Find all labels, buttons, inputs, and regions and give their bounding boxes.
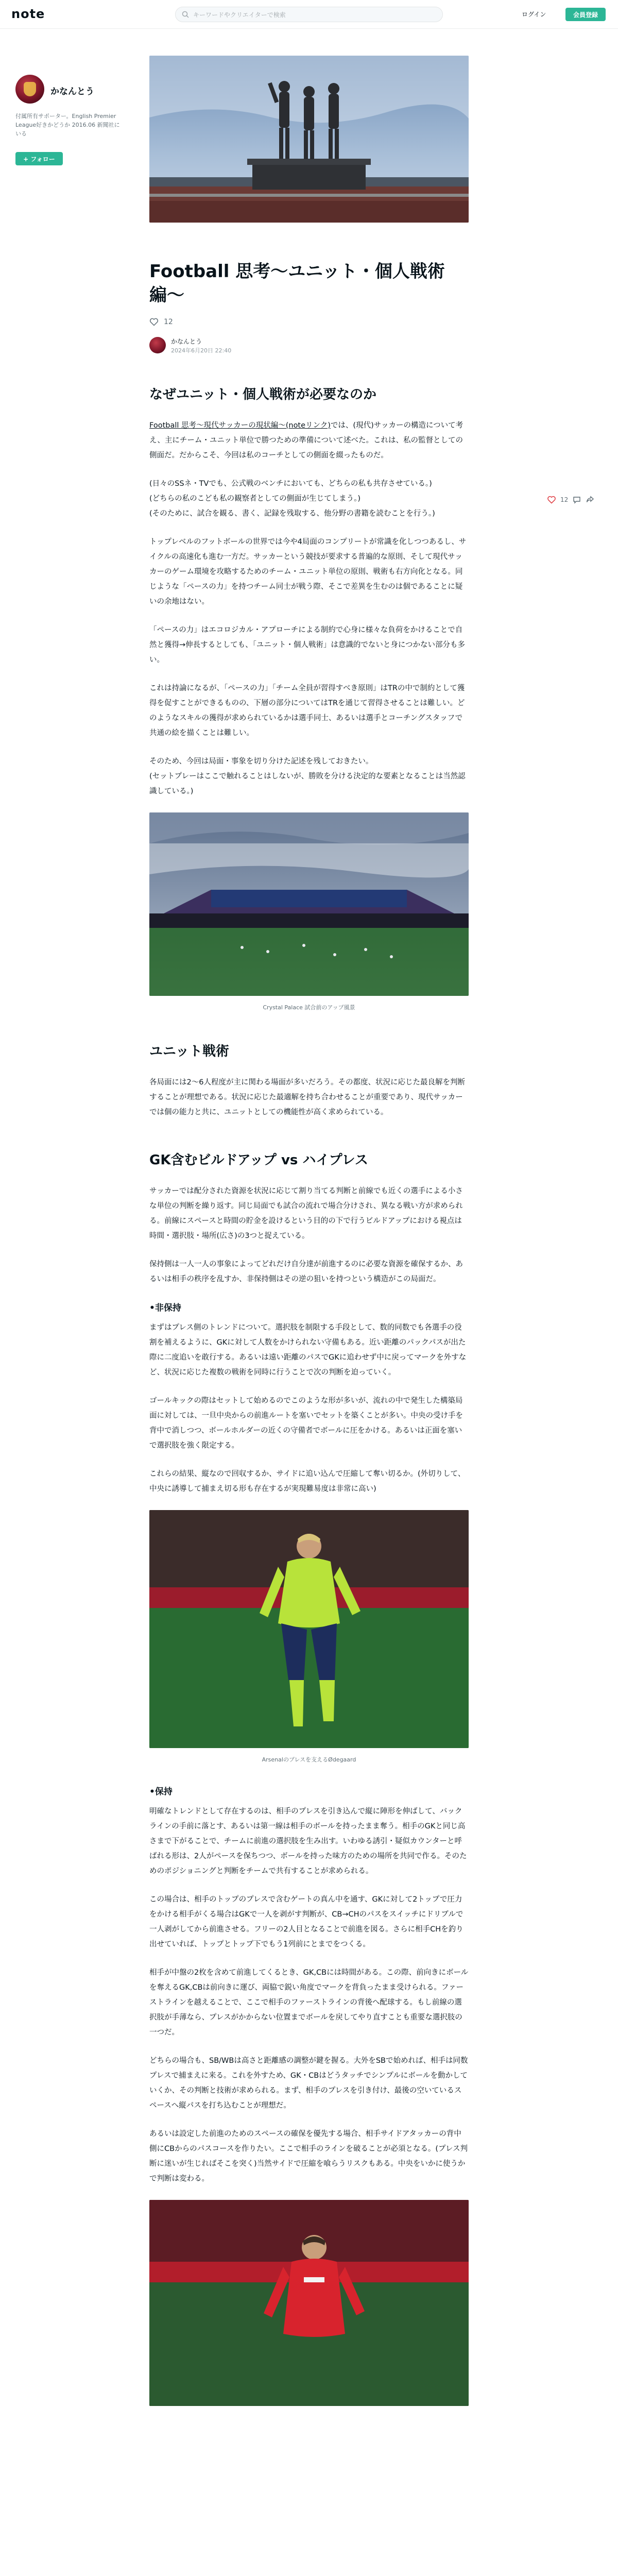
author-name[interactable]: かなんとう [171, 338, 202, 345]
search-input[interactable] [193, 10, 435, 20]
article-main [149, 56, 469, 2406]
heart-icon[interactable] [547, 495, 556, 504]
search-icon [182, 11, 189, 18]
section-heading: GK含むビルドアップ vs ハイプレス [149, 1153, 368, 1168]
player-image [149, 2200, 469, 2406]
paragraph: サッカーでは配分された資源を状況に応じて割り当てる判断と前線でも近くの選手による小さな単位の判断を繰り返す。同じ局面でも試合の流れで場合分けされ、異なる戦い方が求められる。前線にスペースと時間の貯金を設けるという目的の下で行うビルドアップにおける視点は時間・選択肢・場所(広さ)の3つと捉えている。 [149, 1187, 463, 1240]
paragraph: 相手が中盤の2枚を含めて前進してくるとき、GK,CBには時間がある。この際、前向きにボールを奪えるGK,CBは前向きに運び、両脇で鋭い角度でマークを背負ったまま受けられる。ファーストラインを越えることで、ここで相手のファーストラインの背後へ配球する。もし前線の選択肢が手薄なら、プレスがかからない位置までボールを戻してやり直すことも重要な選択肢の一つだ。 [149, 1969, 469, 2037]
paragraph: これは持論になるが、「ペースの力」「チーム全員が習得すべき原則」はTRの中で制約として獲得を促すことができるものの、下層の部分についてはTRを通じて習得させることは難しい。どのようなスキルの獲得が求められているかは選手同士、あるいは選手とコーチングスタッフで共通の絵を描くことは難しい。 [149, 684, 465, 737]
follow-button[interactable]: + フォロー [15, 152, 63, 165]
arsenal-player-photo [149, 1510, 469, 1748]
article-title: Football 思考〜ユニット・個人戦術編〜 [149, 261, 445, 306]
note-article-link[interactable]: Football 思考〜現代サッカーの現状編〜(noteリンク) [149, 421, 331, 430]
like-count: 12 [560, 496, 569, 503]
statue-photo [149, 56, 469, 223]
paragraph: ゴールキックの際はセットして始めるのでこのような形が多いが、流れの中で発生した構築局面に対しては、一旦中央からの前進ルートを塞いでセットを築くことが多い。中央の受け手を背中で消しつつ、ボールホルダーの近くの守備者でボールに圧をかける。あるいは正面を塞いで選択肢を強く限定する。 [149, 1397, 463, 1450]
paragraph: これらの結果、縦なので回収するか、サイドに追い込んで圧縮して奪い切るか。(外切りして、中央に誘導して捕まえ切る形も存在するが実現難易度は非常に高い) [149, 1470, 466, 1493]
paragraph: トップレベルのフットボールの世界では今や4局面のコンプリートが常識を化しつつあるし、サイクルの高速化も進む一方だ。サッカーという競技が要求する普遍的な原則、そして現代サッカーのゲーム環境を攻略するためのチーム・ユニット単位の原則、戦術も右方向化となる。同じような「ペースの力」を持つチーム同士が戦う際、そこで差異を生むのは個であることに疑いの余地はない。 [149, 538, 467, 606]
creator-name[interactable]: かなんとう [50, 87, 94, 97]
heart-icon[interactable] [149, 318, 159, 326]
paragraph: そのため、今回は局面・事象を切り分けた記述を残しておきたい。 (セットプレーはここで触れることはしないが、勝敗を分ける決定的な要素となることは当然認識している。) [149, 757, 466, 795]
avatar[interactable] [15, 75, 44, 104]
paragraph [149, 418, 469, 463]
paragraph: 「ペースの力」はエコロジカル・アプローチによる制約で心身に様々な負荷をかけることで自然と獲得→伸長するとしても、「ユニット・個人戦術」は意識的でないと身につかない部分も多い。 [149, 626, 466, 664]
stadium-photo [149, 812, 469, 996]
paragraph: (日々のSSネ・TVでも、公式戦のベンチにおいても、どちらの私も共存させている。) (どちらの私のこども私の観察者としての側面が生じてしまう。) (そのために、試合を観る、書く、記録を残取する、他分野の書籍を読むことを行う。) [149, 480, 435, 518]
subsection-heading: •非保持 [149, 1303, 181, 1313]
like-count: 12 [164, 318, 173, 326]
paragraph: 各局面には2〜6人程度が主に関わる場面が多いだろう。その都度、状況に応じた最良解を判断することが理想である。状況に応じた最適解を持ち合わせることが重要であり、現代サッカーでは個の能力と共に、ユニットとしての機能性が高く求められている。 [149, 1078, 465, 1116]
section-heading: なぜユニット・個人戦術が必要なのか [149, 387, 376, 402]
search-bar[interactable] [175, 7, 443, 22]
manutd-player-photo [149, 2200, 469, 2406]
paragraph-text: では、(現代)サッカーの構造について考え、主にチーム・ユニット単位で勝つための準備について述べた。これは、私の監督としての側面だ。だからこそ、今回は私のコーチとしての側面を綴ったものだ。 [149, 421, 464, 460]
section-heading: ユニット戦術 [149, 1044, 229, 1059]
creator-bio: 付属所有サポーター。English Premier League好きかどうか 2016.06 新聞社にいる [15, 113, 120, 137]
player-image [149, 1510, 469, 1748]
side-action-bar [547, 494, 609, 506]
signup-button[interactable]: 会員登録 [565, 8, 606, 21]
paragraph: 保持側は一人一人の事象によってどれだけ自分達が前進するのに必要な資源を確保するか、あるいは相手の秩序を乱すか、非保持側はその逆の狙いを持つという構造がこの局面だ。 [149, 1260, 463, 1283]
note-logo[interactable]: note [11, 7, 45, 21]
share-icon[interactable] [586, 495, 595, 504]
paragraph: どちらの場合も、SB/WBは高さと距離感の調整が鍵を握る。大外をSBで始めれば、相手は同数プレスで捕まえに来る。これを外すため、GK・CBはどうタッチでシンプルにボールを動かしていくか、その判断と技術が求められる。まず、相手のプレスを引き付け、最後の空いているスペースへ縦パスを打ち込むことが理想だ。 [149, 2057, 468, 2110]
login-link[interactable]: ログイン [522, 11, 546, 18]
subsection-heading: •保持 [149, 1787, 173, 1797]
stadium-image [149, 812, 469, 996]
hero-image [149, 56, 469, 223]
like-row [149, 316, 469, 328]
paragraph: まずはプレス側のトレンドについて。選択肢を制限する手段として、数的同数でも各選手の役割を補えるように、GKに対して人数をかけられない守備もある。近い距離のパックパスが出た際に二度追いを敢行する。あるいは遠い距離のパスでGKに追わせず中に戻ってマークを外すなど、状況に応じた複数の戦術を同時に行うことで次の判断を迫っていく。 [149, 1324, 467, 1377]
site-header [0, 0, 618, 29]
paragraph: あるいは設定した前進のためのスペースの確保を優先する場合、相手サイドアタッカーの背中側にCBからのパスコースを作りたい。ここで相手のラインを破ることが必須となる。(プレス判断に迷いが生じればそこを突く)当然サイドで圧縮を喰らうリスクもある。中央をいかに使うかで判断は変わる。 [149, 2130, 468, 2183]
image-caption: Arsenalのプレスを支えるØdegaard [262, 1756, 356, 1763]
paragraph: この場合は、相手のトップのプレスで含むゲートの真ん中を通す、GKに対して2トップで圧力をかける相手がくる場合はGKで一人を剥がす判断が、CB→CHのパスをスイッチにドリブルで一人剥がしてから前進させる。フリーの2人目となることで前進を図る。さらに相手CHを釣り出せていれば、トップとトップ下でもう1列前にとまでをつくる。 [149, 1895, 464, 1948]
image-caption: Crystal Palace 試合前のアップ風景 [263, 1004, 355, 1011]
author-row [149, 336, 469, 354]
publish-date: 2024年6月20日 22:40 [171, 347, 232, 354]
paragraph: 明確なトレンドとして存在するのは、相手のプレスを引き込んで縦に陣形を伸ばして、バックラインの手前に落とす、あるいは第一線は相手のボールを持ったまま奪う。相手のGKと同じ高さまで下がることで、チームに前進の選択肢を生み出す。いわゆる誘引・疑似カウンターと呼ばれる形は、2人がペースを保ちつつ、ボールを持った味方のための場所を共同で作る。そのためのポジショニングと判断をチームで共有することが求められる。 [149, 1807, 467, 1875]
comment-icon[interactable] [572, 495, 581, 504]
author-avatar[interactable] [149, 337, 166, 353]
